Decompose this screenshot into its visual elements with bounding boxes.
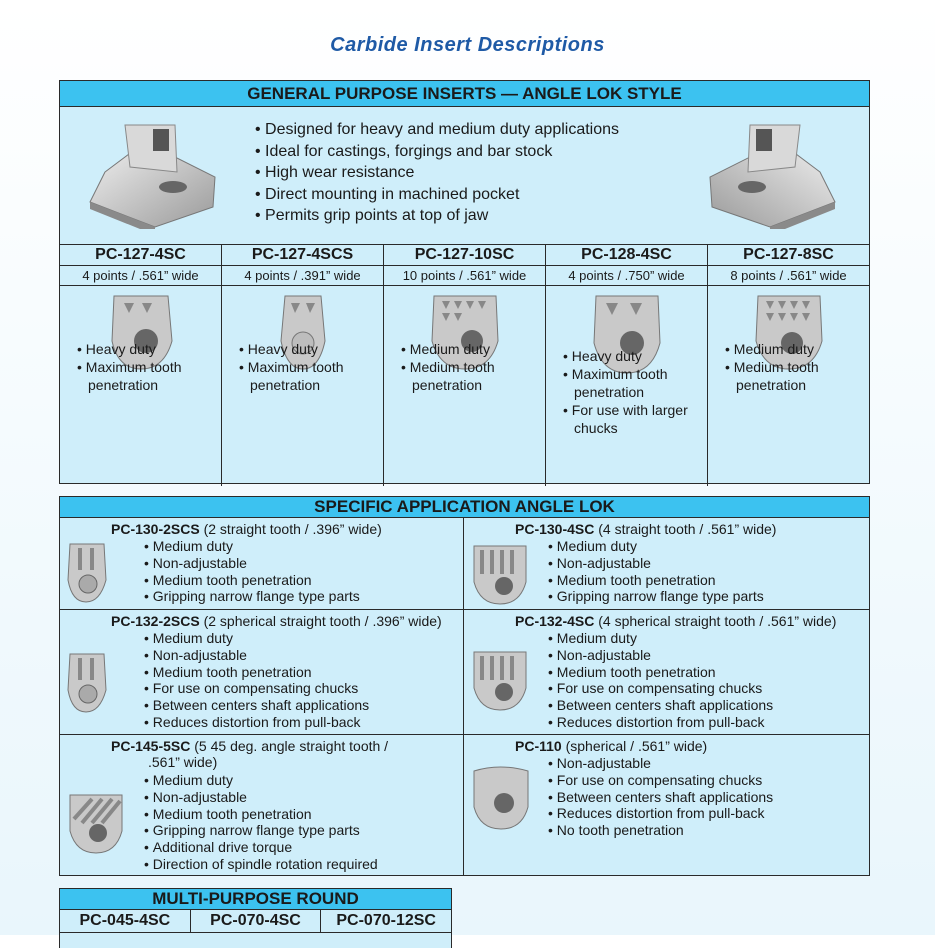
item-spec: (4 straight tooth / .561” wide) (598, 521, 777, 537)
bullet: • For use on compensating chucks (548, 680, 773, 697)
application-item (60, 610, 464, 735)
item-spec: (4 spherical straight tooth / .561” wide) (598, 613, 837, 629)
insert-spec: 4 points / .391” wide (222, 266, 383, 286)
bullet: • Additional drive torque (144, 839, 378, 856)
insert-image (66, 789, 126, 855)
item-bullets (548, 538, 764, 605)
insert-column (60, 245, 222, 486)
general-purpose-header: GENERAL PURPOSE INSERTS — ANGLE LOK STYLE (60, 81, 869, 107)
bullet: • Maximum tooth penetration (563, 365, 707, 401)
page-title: Carbide Insert Descriptions (330, 34, 605, 56)
bullet: • Gripping narrow flange type parts (144, 822, 378, 839)
application-item (60, 735, 464, 876)
item-title (515, 613, 836, 629)
bullet: • Non-adjustable (548, 755, 773, 772)
insert-name: PC-127-10SC (384, 245, 545, 266)
insert-image (66, 540, 110, 604)
bullet: • For use with larger chucks (563, 401, 707, 437)
item-spec: (5 45 deg. angle straight tooth / (194, 738, 389, 754)
bullet: • Permits grip points at top of jaw (255, 205, 619, 227)
bullet: • Medium duty (144, 630, 369, 647)
item-spec: (2 straight tooth / .396” wide) (203, 521, 382, 537)
insert-name: PC-045-4SC (60, 910, 191, 932)
insert-bullets (77, 340, 221, 394)
item-spec-continued: .561” wide) (148, 754, 218, 770)
item-spec: (2 spherical straight tooth / .396” wide) (203, 613, 442, 629)
general-purpose-intro (60, 107, 869, 245)
item-name: PC-132-4SC (515, 613, 595, 629)
item-bullets (144, 538, 360, 605)
bullet: • Medium tooth penetration (144, 806, 378, 823)
bullet: • Medium tooth penetration (144, 664, 369, 681)
bullet: • Reduces distortion from pull-back (144, 714, 369, 731)
item-spec: (spherical / .561” wide) (565, 738, 708, 754)
bullet: • Heavy duty (77, 340, 221, 358)
item-title (515, 521, 776, 537)
bullet: • Between centers shaft applications (548, 789, 773, 806)
general-purpose-panel (59, 80, 870, 484)
bullet: • Heavy duty (563, 347, 707, 365)
insert-column (384, 245, 546, 486)
bullet: • Reduces distortion from pull-back (548, 805, 773, 822)
bullet: • Medium duty (548, 538, 764, 555)
item-title (111, 521, 382, 537)
application-item (464, 735, 869, 876)
item-name: PC-130-2SCS (111, 521, 200, 537)
bullet: • Designed for heavy and medium duty applications (255, 119, 619, 141)
insert-bullets (563, 347, 707, 437)
item-bullets (548, 755, 773, 839)
item-title (111, 613, 442, 629)
insert-bullets (239, 340, 383, 394)
bullet: • Gripping narrow flange type parts (548, 588, 764, 605)
insert-name: PC-070-4SC (191, 910, 322, 932)
insert-image (470, 763, 532, 831)
bullet: • Medium tooth penetration (548, 664, 773, 681)
angle-lok-jaw-image (85, 117, 225, 229)
insert-name: PC-127-4SC (60, 245, 221, 266)
application-item (464, 610, 869, 735)
item-name: PC-130-4SC (515, 521, 595, 537)
angle-lok-jaw-image (700, 117, 840, 229)
multi-purpose-panel (59, 888, 452, 948)
insert-spec: 4 points / .750” wide (546, 266, 707, 286)
insert-image (66, 650, 110, 714)
bullet: • For use on compensating chucks (144, 680, 369, 697)
bullet: • Between centers shaft applications (144, 697, 369, 714)
bullet: • Gripping narrow flange type parts (144, 588, 360, 605)
general-purpose-bullets (255, 119, 619, 227)
application-item (464, 518, 869, 610)
bullet: • Medium duty (725, 340, 869, 358)
bullet: • Medium tooth penetration (725, 358, 869, 394)
bullet: • Direction of spindle rotation required (144, 856, 378, 873)
item-bullets (548, 630, 773, 731)
item-name: PC-110 (515, 738, 562, 754)
insert-spec: 4 points / .561” wide (60, 266, 221, 286)
specific-application-grid (60, 518, 869, 876)
bullet: • Maximum tooth penetration (239, 358, 383, 394)
item-name: PC-145-5SC (111, 738, 191, 754)
bullet: • Ideal for castings, forgings and bar stock (255, 141, 619, 163)
insert-bullets (725, 340, 869, 394)
insert-name: PC-127-4SCS (222, 245, 383, 266)
insert-bullets (401, 340, 545, 394)
bullet: • Medium duty (401, 340, 545, 358)
bullet: • Heavy duty (239, 340, 383, 358)
insert-column (546, 245, 708, 486)
bullet: • Medium duty (548, 630, 773, 647)
bullet: • Reduces distortion from pull-back (548, 714, 773, 731)
bullet: • Maximum tooth penetration (77, 358, 221, 394)
specific-application-panel (59, 496, 870, 876)
insert-column (708, 245, 869, 486)
bullet: • Medium tooth penetration (401, 358, 545, 394)
insert-spec: 10 points / .561” wide (384, 266, 545, 286)
item-bullets (144, 630, 369, 731)
bullet: • No tooth penetration (548, 822, 773, 839)
insert-name: PC-070-12SC (336, 912, 436, 929)
insert-spec: 8 points / .561” wide (708, 266, 869, 286)
bullet: • Between centers shaft applications (548, 697, 773, 714)
item-title (515, 738, 707, 754)
multi-purpose-insert-row (60, 910, 451, 933)
bullet: • Non-adjustable (548, 647, 773, 664)
bullet: • Medium tooth penetration (548, 572, 764, 589)
bullet: • Non-adjustable (144, 647, 369, 664)
insert-column (222, 245, 384, 486)
bullet: • Non-adjustable (144, 789, 378, 806)
item-name: PC-132-2SCS (111, 613, 200, 629)
bullet: • Non-adjustable (144, 555, 360, 572)
item-bullets (144, 772, 378, 873)
insert-image (470, 648, 530, 712)
insert-name: PC-127-8SC (708, 245, 869, 266)
item-title (111, 738, 388, 770)
insert-image (470, 542, 530, 606)
bullet: • For use on compensating chucks (548, 772, 773, 789)
application-item (60, 518, 464, 610)
general-purpose-insert-columns (60, 245, 869, 486)
bullet: • Medium duty (144, 538, 360, 555)
bullet: • Medium duty (144, 772, 378, 789)
bullet: • High wear resistance (255, 162, 619, 184)
specific-application-header: SPECIFIC APPLICATION ANGLE LOK (60, 497, 869, 518)
bullet: • Medium tooth penetration (144, 572, 360, 589)
multi-purpose-header: MULTI-PURPOSE ROUND (60, 889, 451, 910)
bullet: • Direct mounting in machined pocket (255, 184, 619, 206)
bullet: • Non-adjustable (548, 555, 764, 572)
insert-name: PC-128-4SC (546, 245, 707, 266)
